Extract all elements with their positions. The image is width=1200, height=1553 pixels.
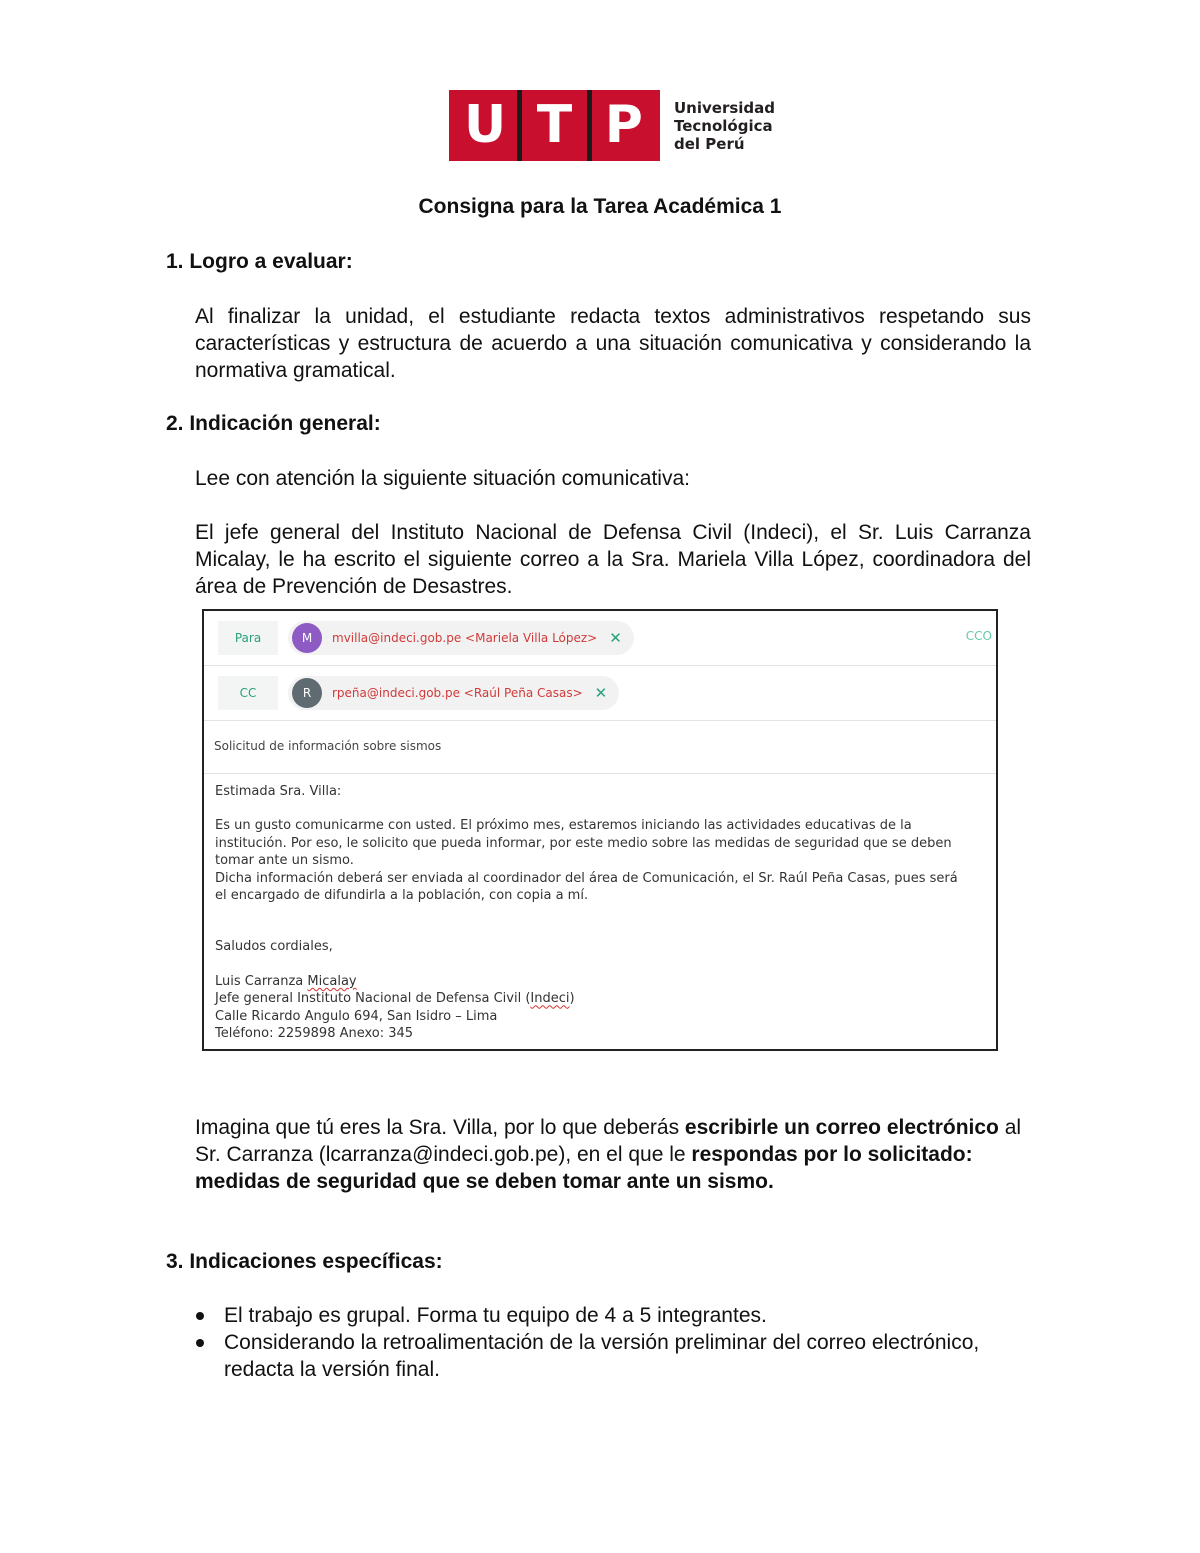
email-closing: Saludos cordiales, bbox=[215, 939, 333, 955]
email-cc-row bbox=[204, 666, 996, 721]
cc-address: rpeña@indeci.gob.pe <Raúl Peña Casas> bbox=[332, 686, 583, 700]
logo-letter-t: T bbox=[536, 95, 573, 155]
instruction-bold: respondas por lo solicitado: medidas de seguridad que se deben tomar ante un sismo. bbox=[195, 1143, 973, 1193]
list-item bbox=[195, 1329, 1031, 1383]
signature-role bbox=[215, 990, 990, 1007]
logo-separator bbox=[517, 90, 522, 161]
instruction-paragraph bbox=[195, 1114, 1031, 1195]
section-2-heading: 2. Indicación general: bbox=[166, 412, 381, 435]
instruction-text: al Sr. Carranza (lcarranza@indeci.gob.pe), en el que le bbox=[195, 1116, 1022, 1166]
list-item bbox=[195, 1302, 1031, 1329]
page-title: Consigna para la Tarea Académica 1 bbox=[418, 195, 782, 218]
signature-name bbox=[215, 973, 990, 990]
logo-separator bbox=[587, 90, 592, 161]
section-3-heading: 3. Indicaciones específicas: bbox=[166, 1250, 443, 1273]
remove-recipient-icon: ✕ bbox=[594, 684, 608, 702]
to-label: Para bbox=[218, 621, 278, 655]
signature-name-marked: Micalay bbox=[307, 973, 357, 989]
email-greeting: Estimada Sra. Villa: bbox=[215, 784, 342, 799]
email-screenshot bbox=[202, 609, 998, 1051]
cco-label: CCO bbox=[965, 629, 992, 643]
logo-line-1: Universidad bbox=[674, 98, 776, 117]
logo-letter-u: U bbox=[463, 95, 507, 155]
email-body-line: el encargado de difundirla a la población, con copia a mí. bbox=[215, 888, 589, 904]
avatar: R bbox=[292, 678, 322, 708]
signature-role-text: Jefe general Instituto Nacional de Defensa Civil ( bbox=[215, 991, 531, 1007]
signature-name-text: Luis Carranza bbox=[215, 973, 308, 989]
instruction-bold: escribirle un correo electrónico bbox=[684, 1116, 999, 1139]
avatar: M bbox=[292, 623, 322, 653]
utp-logo bbox=[449, 90, 775, 161]
email-body bbox=[215, 783, 990, 1042]
signature-phone: Teléfono: 2259898 Anexo: 345 bbox=[215, 1026, 414, 1042]
bullet-icon bbox=[196, 1339, 204, 1347]
logo-line-2: Tecnológica bbox=[674, 116, 773, 135]
cc-recipient-chip bbox=[288, 676, 619, 710]
email-to-row bbox=[204, 611, 996, 666]
list-item-text: El trabajo es grupal. Forma tu equipo de 4 a 5 integrantes. bbox=[224, 1304, 767, 1327]
email-body-line: tomar ante un sismo. bbox=[215, 853, 354, 869]
cc-label: CC bbox=[218, 676, 278, 710]
signature-address: Calle Ricardo Angulo 694, San Isidro – Lima bbox=[215, 1008, 498, 1024]
logo-letter-p: P bbox=[604, 95, 643, 155]
signature-role-suffix: ) bbox=[569, 991, 575, 1007]
section-3-list bbox=[195, 1302, 1031, 1383]
logo-wordmark bbox=[674, 99, 775, 153]
to-recipient-chip bbox=[288, 621, 634, 655]
signature-role-marked: Indeci bbox=[530, 991, 570, 1007]
email-subject: Solicitud de información sobre sismos bbox=[214, 739, 442, 753]
to-address: mvilla@indeci.gob.pe <Mariela Villa López> bbox=[332, 631, 598, 645]
instruction-text: Imagina que tú eres la Sra. Villa, por lo que deberás bbox=[195, 1116, 685, 1139]
email-body-line: institución. Por eso, le solicito que pueda informar, por este medio sobre las medidas de seguridad que se deben bbox=[215, 835, 952, 851]
remove-recipient-icon: ✕ bbox=[609, 629, 622, 647]
logo-mark bbox=[449, 90, 660, 161]
section-2-intro: Lee con atención la siguiente situación comunicativa: bbox=[195, 467, 690, 490]
logo-line-3: del Perú bbox=[674, 134, 745, 153]
section-1-heading: 1. Logro a evaluar: bbox=[166, 250, 353, 273]
section-2-situation: El jefe general del Instituto Nacional de Defensa Civil (Indeci), el Sr. Luis Carranza Micalay, le ha escrito el siguiente correo a la Sra. Mariela Villa López, coordinadora del área de Prevención de Desastres. bbox=[195, 521, 1031, 598]
section-1-text: Al finalizar la unidad, el estudiante redacta textos administrativos respetando sus características y estructura de acuerdo a una situación comunicativa y considerando la normativa gramatical. bbox=[195, 305, 1031, 382]
list-item-text: Considerando la retroalimentación de la versión preliminar del correo electrónico, redacta la versión final. bbox=[224, 1331, 980, 1381]
email-body-line: Es un gusto comunicarme con usted. El próximo mes, estaremos iniciando las actividades educativas de la bbox=[215, 818, 912, 834]
email-body-line: Dicha información deberá ser enviada al coordinador del área de Comunicación, el Sr. Raúl Peña Casas, pues será bbox=[215, 870, 958, 886]
bullet-icon bbox=[196, 1312, 204, 1320]
